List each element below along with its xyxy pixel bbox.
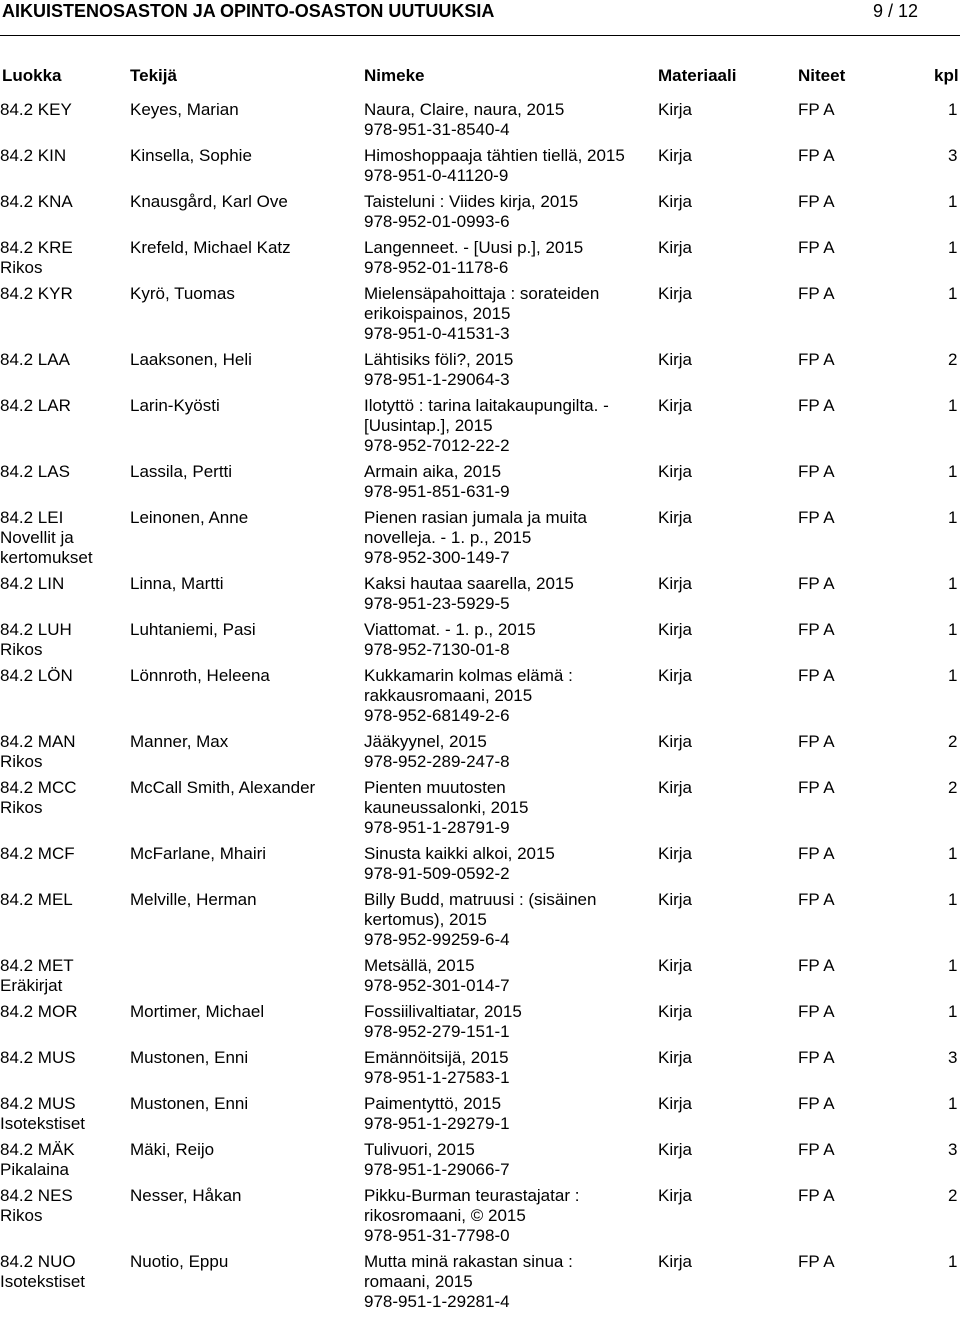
cell-nimeke-line: rakkausromaani, 2015 xyxy=(364,686,533,705)
column-header-nimeke: Nimeke xyxy=(364,66,425,85)
cell-kpl: 1 xyxy=(948,396,958,415)
cell-luokka-line: 84.2 LÖN xyxy=(0,666,73,685)
cell-nimeke-line: erikoispainos, 2015 xyxy=(364,304,511,323)
cell-materiaali: Kirja xyxy=(658,1002,693,1021)
cell-materiaali: Kirja xyxy=(658,890,693,909)
cell-luokka-line: Rikos xyxy=(0,258,43,277)
cell-niteet: FP A xyxy=(798,574,835,593)
cell-nimeke xyxy=(364,890,654,950)
cell-nimeke-line: 978-951-1-29279-1 xyxy=(364,1114,510,1133)
cell-luokka-line: 84.2 MOR xyxy=(0,1002,78,1021)
cell-luokka xyxy=(0,574,125,594)
cell-nimeke-line: 978-951-1-29066-7 xyxy=(364,1160,510,1179)
cell-nimeke-line: 978-952-7130-01-8 xyxy=(364,640,510,659)
cell-niteet: FP A xyxy=(798,462,835,481)
cell-nimeke-line: Billy Budd, matruusi : (sisäinen xyxy=(364,890,597,909)
cell-kpl: 1 xyxy=(948,192,958,211)
cell-nimeke-line: 978-952-300-149-7 xyxy=(364,548,510,567)
cell-luokka-line: 84.2 LUH xyxy=(0,620,72,639)
cell-luokka xyxy=(0,1186,125,1226)
table-row xyxy=(0,844,960,890)
cell-kpl: 2 xyxy=(948,350,958,369)
cell-luokka-line: 84.2 LAS xyxy=(0,462,70,481)
cell-kpl: 2 xyxy=(948,778,958,797)
cell-materiaali: Kirja xyxy=(658,100,693,119)
cell-nimeke-line: Taisteluni : Viides kirja, 2015 xyxy=(364,192,579,211)
cell-luokka-line: 84.2 MÄK xyxy=(0,1140,75,1159)
cell-luokka xyxy=(0,350,125,370)
cell-niteet: FP A xyxy=(798,508,835,527)
cell-materiaali: Kirja xyxy=(658,732,693,751)
cell-luokka xyxy=(0,192,125,212)
cell-kpl: 1 xyxy=(948,1094,958,1113)
cell-nimeke-line: Viattomat. - 1. p., 2015 xyxy=(364,620,536,639)
cell-kpl: 3 xyxy=(948,1048,958,1067)
cell-luokka-line: 84.2 LAR xyxy=(0,396,71,415)
cell-kpl: 1 xyxy=(948,844,958,863)
cell-luokka-line: Rikos xyxy=(0,752,43,771)
cell-tekija: Larin-Kyösti xyxy=(130,396,220,415)
cell-materiaali: Kirja xyxy=(658,956,693,975)
cell-nimeke xyxy=(364,732,654,772)
cell-nimeke xyxy=(364,956,654,996)
cell-luokka xyxy=(0,778,125,818)
cell-materiaali: Kirja xyxy=(658,396,693,415)
cell-nimeke-line: 978-952-99259-6-4 xyxy=(364,930,510,949)
table-row xyxy=(0,1252,960,1318)
cell-nimeke-line: rikosromaani, © 2015 xyxy=(364,1206,526,1225)
cell-nimeke-line: Naura, Claire, naura, 2015 xyxy=(364,100,565,119)
cell-luokka-line: 84.2 MUS xyxy=(0,1094,76,1113)
table-row xyxy=(0,956,960,1002)
cell-kpl: 1 xyxy=(948,238,958,257)
cell-nimeke-line: Ilotyttö : tarina laitakaupungilta. - xyxy=(364,396,609,415)
cell-luokka-line: 84.2 LEI xyxy=(0,508,64,527)
cell-niteet: FP A xyxy=(798,778,835,797)
cell-nimeke xyxy=(364,192,654,232)
cell-luokka xyxy=(0,956,125,996)
cell-luokka-line: Rikos xyxy=(0,798,43,817)
cell-tekija: Lassila, Pertti xyxy=(130,462,233,481)
cell-luokka-line: 84.2 NUO xyxy=(0,1252,76,1271)
cell-nimeke-line: kertomus), 2015 xyxy=(364,910,487,929)
cell-materiaali: Kirja xyxy=(658,238,693,257)
cell-materiaali: Kirja xyxy=(658,1094,693,1113)
cell-nimeke-line: Himoshoppaaja tähtien tiellä, 2015 xyxy=(364,146,625,165)
document-title: AIKUISTENOSASTON JA OPINTO-OSASTON UUTUUKSIA xyxy=(2,1,495,21)
cell-luokka xyxy=(0,1002,125,1022)
cell-niteet: FP A xyxy=(798,1048,835,1067)
cell-luokka xyxy=(0,732,125,772)
cell-tekija: Lönnroth, Heleena xyxy=(130,666,270,685)
cell-nimeke-line: 978-951-31-8540-4 xyxy=(364,120,510,139)
cell-niteet: FP A xyxy=(798,1252,835,1271)
cell-kpl: 1 xyxy=(948,574,958,593)
cell-tekija: Kyrö, Tuomas xyxy=(130,284,235,303)
cell-niteet: FP A xyxy=(798,1140,835,1159)
cell-materiaali: Kirja xyxy=(658,284,693,303)
cell-niteet: FP A xyxy=(798,146,835,165)
table-row xyxy=(0,462,960,508)
cell-nimeke xyxy=(364,1048,654,1088)
cell-luokka-line: 84.2 MCC xyxy=(0,778,77,797)
cell-nimeke-line: 978-952-7012-22-2 xyxy=(364,436,510,455)
cell-materiaali: Kirja xyxy=(658,1140,693,1159)
cell-luokka-line: Rikos xyxy=(0,640,43,659)
cell-luokka-line: 84.2 MEL xyxy=(0,890,73,909)
cell-luokka xyxy=(0,100,125,120)
cell-materiaali: Kirja xyxy=(658,666,693,685)
table-row xyxy=(0,1002,960,1048)
cell-materiaali: Kirja xyxy=(658,844,693,863)
cell-materiaali: Kirja xyxy=(658,146,693,165)
cell-nimeke xyxy=(364,284,654,344)
cell-materiaali: Kirja xyxy=(658,192,693,211)
cell-nimeke xyxy=(364,778,654,838)
cell-luokka-line: Rikos xyxy=(0,1206,43,1225)
cell-nimeke xyxy=(364,1002,654,1042)
cell-tekija: Leinonen, Anne xyxy=(130,508,249,527)
cell-tekija: Kinsella, Sophie xyxy=(130,146,252,165)
acquisitions-table xyxy=(0,100,960,1318)
cell-nimeke-line: 978-951-1-29064-3 xyxy=(364,370,510,389)
cell-nimeke-line: 978-952-01-1178-6 xyxy=(364,258,509,277)
cell-kpl: 1 xyxy=(948,1002,958,1021)
cell-nimeke-line: [Uusintap.], 2015 xyxy=(364,416,493,435)
cell-nimeke-line: Tulivuori, 2015 xyxy=(364,1140,475,1159)
cell-nimeke-line: 978-951-1-29281-4 xyxy=(364,1292,510,1311)
cell-luokka-line: 84.2 LIN xyxy=(0,574,65,593)
cell-nimeke-line: 978-951-31-7798-0 xyxy=(364,1226,510,1245)
cell-tekija: Mortimer, Michael xyxy=(130,1002,265,1021)
cell-nimeke-line: Paimentyttö, 2015 xyxy=(364,1094,502,1113)
table-row xyxy=(0,890,960,956)
table-row xyxy=(0,732,960,778)
cell-nimeke-line: Mutta minä rakastan sinua : xyxy=(364,1252,573,1271)
table-row xyxy=(0,778,960,844)
cell-luokka-line: 84.2 MCF xyxy=(0,844,75,863)
cell-tekija: Linna, Martti xyxy=(130,574,224,593)
cell-niteet: FP A xyxy=(798,1186,835,1205)
column-header-kpl: kpl xyxy=(934,66,959,85)
table-row xyxy=(0,350,960,396)
cell-luokka xyxy=(0,666,125,686)
cell-materiaali: Kirja xyxy=(658,508,693,527)
cell-luokka xyxy=(0,238,125,278)
cell-luokka xyxy=(0,1048,125,1068)
cell-luokka xyxy=(0,620,125,660)
cell-luokka-line: Pikalaina xyxy=(0,1160,69,1179)
cell-tekija: Keyes, Marian xyxy=(130,100,239,119)
cell-nimeke-line: Sinusta kaikki alkoi, 2015 xyxy=(364,844,555,863)
cell-nimeke xyxy=(364,1252,654,1312)
cell-kpl: 3 xyxy=(948,1140,958,1159)
cell-tekija: Melville, Herman xyxy=(130,890,257,909)
table-row xyxy=(0,146,960,192)
cell-kpl: 1 xyxy=(948,666,958,685)
cell-nimeke-line: 978-952-289-247-8 xyxy=(364,752,510,771)
cell-tekija: Mäki, Reijo xyxy=(130,1140,215,1159)
table-row xyxy=(0,574,960,620)
cell-materiaali: Kirja xyxy=(658,1048,693,1067)
cell-nimeke-line: Jääkyynel, 2015 xyxy=(364,732,487,751)
cell-luokka xyxy=(0,146,125,166)
table-row xyxy=(0,620,960,666)
cell-nimeke-line: 978-951-1-27583-1 xyxy=(364,1068,510,1087)
cell-nimeke-line: Kaksi hautaa saarella, 2015 xyxy=(364,574,574,593)
cell-nimeke-line: 978-952-68149-2-6 xyxy=(364,706,510,725)
cell-tekija: Nuotio, Eppu xyxy=(130,1252,229,1271)
cell-nimeke xyxy=(364,100,654,140)
cell-kpl: 1 xyxy=(948,508,958,527)
cell-nimeke-line: 978-91-509-0592-2 xyxy=(364,864,510,883)
cell-luokka-line: Isotekstiset xyxy=(0,1114,86,1133)
cell-luokka-line: 84.2 MET xyxy=(0,956,74,975)
cell-nimeke xyxy=(364,1094,654,1134)
page-header xyxy=(0,0,960,36)
cell-nimeke xyxy=(364,396,654,456)
cell-materiaali: Kirja xyxy=(658,574,693,593)
cell-tekija: McFarlane, Mhairi xyxy=(130,844,267,863)
cell-nimeke-line: Emännöitsijä, 2015 xyxy=(364,1048,509,1067)
cell-materiaali: Kirja xyxy=(658,778,693,797)
cell-niteet: FP A xyxy=(798,844,835,863)
cell-kpl: 1 xyxy=(948,462,958,481)
cell-nimeke xyxy=(364,462,654,502)
cell-tekija: Nesser, Håkan xyxy=(130,1186,242,1205)
column-header-materiaali: Materiaali xyxy=(658,66,737,85)
cell-nimeke-line: 978-952-301-014-7 xyxy=(364,976,510,995)
cell-luokka-line: 84.2 NES xyxy=(0,1186,73,1205)
cell-nimeke-line: Armain aika, 2015 xyxy=(364,462,502,481)
cell-kpl: 1 xyxy=(948,100,958,119)
cell-luokka xyxy=(0,1140,125,1180)
cell-tekija: Luhtaniemi, Pasi xyxy=(130,620,256,639)
table-row xyxy=(0,1094,960,1140)
cell-luokka-line: 84.2 KNA xyxy=(0,192,73,211)
cell-luokka xyxy=(0,844,125,864)
cell-niteet: FP A xyxy=(798,284,835,303)
cell-luokka xyxy=(0,508,125,568)
cell-materiaali: Kirja xyxy=(658,350,693,369)
cell-nimeke-line: Pienen rasian jumala ja muita xyxy=(364,508,588,527)
cell-kpl: 1 xyxy=(948,890,958,909)
cell-niteet: FP A xyxy=(798,350,835,369)
cell-niteet: FP A xyxy=(798,956,835,975)
cell-nimeke-line: romaani, 2015 xyxy=(364,1272,473,1291)
cell-luokka-line: 84.2 KEY xyxy=(0,100,72,119)
table-row xyxy=(0,284,960,350)
cell-niteet: FP A xyxy=(798,1002,835,1021)
column-header-niteet: Niteet xyxy=(798,66,846,85)
cell-nimeke xyxy=(364,1140,654,1180)
cell-nimeke-line: 978-951-23-5929-5 xyxy=(364,594,510,613)
header-divider xyxy=(0,35,960,36)
cell-niteet: FP A xyxy=(798,396,835,415)
cell-materiaali: Kirja xyxy=(658,462,693,481)
table-row xyxy=(0,1140,960,1186)
cell-kpl: 1 xyxy=(948,620,958,639)
page-number: 9 / 12 xyxy=(872,1,918,21)
cell-luokka-line: kertomukset xyxy=(0,548,93,567)
cell-luokka xyxy=(0,462,125,482)
cell-nimeke-line: Metsällä, 2015 xyxy=(364,956,475,975)
cell-tekija: Krefeld, Michael Katz xyxy=(130,238,291,257)
cell-materiaali: Kirja xyxy=(658,1252,693,1271)
cell-nimeke xyxy=(364,620,654,660)
cell-nimeke-line: novelleja. - 1. p., 2015 xyxy=(364,528,532,547)
table-row xyxy=(0,192,960,238)
cell-tekija: Manner, Max xyxy=(130,732,229,751)
cell-nimeke-line: Lähtisiks föli?, 2015 xyxy=(364,350,514,369)
cell-luokka-line: 84.2 KRE xyxy=(0,238,73,257)
cell-nimeke-line: Pienten muutosten xyxy=(364,778,506,797)
cell-niteet: FP A xyxy=(798,666,835,685)
cell-luokka xyxy=(0,890,125,910)
cell-niteet: FP A xyxy=(798,1094,835,1113)
cell-kpl: 3 xyxy=(948,146,958,165)
cell-kpl: 1 xyxy=(948,1252,958,1271)
cell-nimeke-line: Fossiilivaltiatar, 2015 xyxy=(364,1002,522,1021)
cell-luokka-line: 84.2 LAA xyxy=(0,350,70,369)
column-header-tekija: Tekijä xyxy=(130,66,177,85)
cell-luokka-line: 84.2 KIN xyxy=(0,146,67,165)
cell-nimeke-line: 978-952-01-0993-6 xyxy=(364,212,510,231)
cell-luokka-line: 84.2 KYR xyxy=(0,284,73,303)
cell-nimeke-line: 978-952-279-151-1 xyxy=(364,1022,510,1041)
cell-nimeke-line: Langenneet. - [Uusi p.], 2015 xyxy=(364,238,584,257)
cell-luokka-line: 84.2 MUS xyxy=(0,1048,76,1067)
cell-niteet: FP A xyxy=(798,620,835,639)
cell-nimeke-line: Pikku-Burman teurastajatar : xyxy=(364,1186,580,1205)
cell-luokka xyxy=(0,1094,125,1134)
cell-niteet: FP A xyxy=(798,890,835,909)
cell-nimeke xyxy=(364,350,654,390)
cell-niteet: FP A xyxy=(798,192,835,211)
table-row xyxy=(0,396,960,462)
cell-nimeke xyxy=(364,574,654,614)
cell-kpl: 2 xyxy=(948,732,958,751)
cell-luokka xyxy=(0,284,125,304)
table-row xyxy=(0,238,960,284)
cell-nimeke xyxy=(364,844,654,884)
cell-nimeke xyxy=(364,508,654,568)
cell-tekija: Mustonen, Enni xyxy=(130,1094,249,1113)
cell-kpl: 1 xyxy=(948,956,958,975)
cell-kpl: 2 xyxy=(948,1186,958,1205)
cell-tekija: Knausgård, Karl Ove xyxy=(130,192,288,211)
cell-niteet: FP A xyxy=(798,732,835,751)
column-header-luokka: Luokka xyxy=(2,66,62,85)
cell-nimeke-line: Kukkamarin kolmas elämä : xyxy=(364,666,573,685)
table-row xyxy=(0,1186,960,1252)
cell-nimeke-line: 978-951-0-41120-9 xyxy=(364,166,509,185)
cell-materiaali: Kirja xyxy=(658,620,693,639)
cell-tekija: Mustonen, Enni xyxy=(130,1048,249,1067)
cell-luokka xyxy=(0,1252,125,1292)
cell-kpl: 1 xyxy=(948,284,958,303)
cell-luokka-line: 84.2 MAN xyxy=(0,732,76,751)
cell-nimeke-line: kauneussalonki, 2015 xyxy=(364,798,529,817)
cell-nimeke xyxy=(364,666,654,726)
column-headers xyxy=(0,66,960,90)
cell-niteet: FP A xyxy=(798,238,835,257)
cell-luokka-line: Eräkirjat xyxy=(0,976,63,995)
table-row xyxy=(0,508,960,574)
cell-nimeke xyxy=(364,1186,654,1246)
table-row xyxy=(0,666,960,732)
table-row xyxy=(0,100,960,146)
cell-nimeke xyxy=(364,146,654,186)
cell-nimeke-line: Mielensäpahoittaja : sorateiden xyxy=(364,284,600,303)
cell-luokka-line: Isotekstiset xyxy=(0,1272,86,1291)
cell-nimeke-line: 978-951-0-41531-3 xyxy=(364,324,510,343)
cell-luokka-line: Novellit ja xyxy=(0,528,74,547)
cell-tekija: Laaksonen, Heli xyxy=(130,350,252,369)
table-row xyxy=(0,1048,960,1094)
cell-niteet: FP A xyxy=(798,100,835,119)
cell-materiaali: Kirja xyxy=(658,1186,693,1205)
cell-tekija: McCall Smith, Alexander xyxy=(130,778,316,797)
cell-nimeke-line: 978-951-1-28791-9 xyxy=(364,818,510,837)
cell-luokka xyxy=(0,396,125,416)
cell-nimeke xyxy=(364,238,654,278)
cell-nimeke-line: 978-951-851-631-9 xyxy=(364,482,510,501)
